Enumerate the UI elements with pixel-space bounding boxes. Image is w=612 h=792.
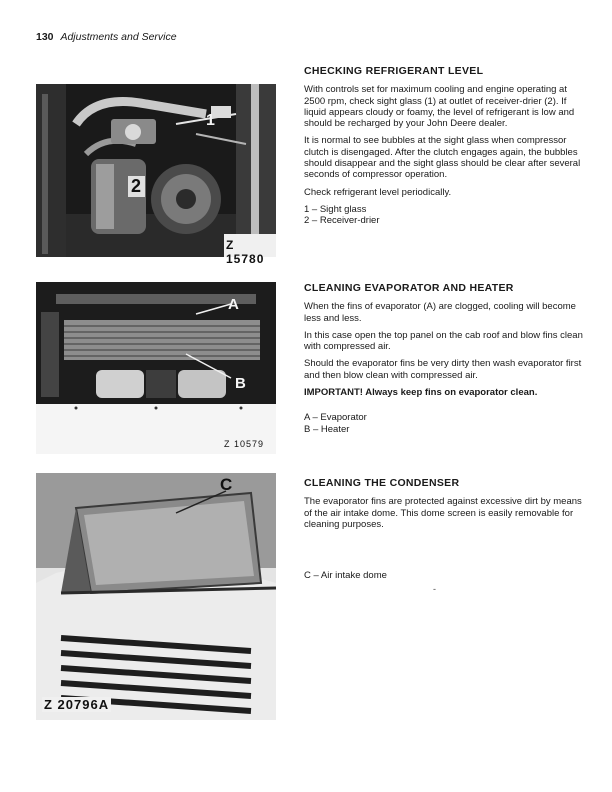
section-heading: CLEANING THE CONDENSER bbox=[304, 477, 460, 489]
paragraph: The evaporator fins are protected against excessive dirt by means of the air intake dome. This dome screen is easily removable for cleaning purposes. bbox=[304, 496, 582, 530]
section-heading: CHECKING REFRIGERANT LEVEL bbox=[304, 65, 484, 77]
paragraph: When the fins of evaporator (A) are clogged, cooling will become less and less. bbox=[304, 301, 576, 324]
legend-item: C – Air intake dome bbox=[304, 570, 387, 582]
figure-number: Z 20796A bbox=[44, 697, 110, 712]
legend-item: B – Heater bbox=[304, 423, 350, 435]
callout-1: 1 bbox=[206, 112, 216, 129]
paragraph: Should the evaporator fins be very dirty then wash evaporator first and then blow clean with compressed air. bbox=[304, 358, 582, 381]
legend-item: 1 – Sight glass bbox=[304, 203, 367, 215]
figure-receiver-drier-photo bbox=[36, 84, 276, 266]
section-heading: CLEANING EVAPORATOR AND HEATER bbox=[304, 282, 514, 294]
paragraph: Check refrigerant level periodically. bbox=[304, 186, 452, 198]
paragraph: In this case open the top panel on the cab roof and blow fins clean with compressed air. bbox=[304, 329, 583, 353]
legend-item: A – Evaporator bbox=[304, 412, 367, 424]
legend-item: 2 – Receiver-drier bbox=[304, 215, 380, 227]
callout-a: A bbox=[228, 296, 240, 313]
callout-b: B bbox=[235, 375, 247, 392]
section-cleaning-condenser bbox=[304, 478, 588, 581]
section-checking-refrigerant-level bbox=[304, 66, 588, 227]
paragraph: It is normal to see bubbles at the sight glass when compressor clutch is disengaged. After the clutch engages again, the bubbles should disappear and the sight glass should be clear after several seconds of compressor operation. bbox=[304, 135, 581, 181]
figure-air-intake-dome-photo bbox=[36, 473, 276, 720]
figure-number: Z 10579 bbox=[224, 439, 265, 449]
callout-c: C bbox=[220, 475, 234, 494]
page-title: Adjustments and Service bbox=[60, 31, 177, 43]
callout-2: 2 bbox=[128, 176, 145, 197]
figure-number: Z 15780 bbox=[226, 238, 265, 266]
paragraph: With controls set for maximum cooling and engine operating at 2500 rpm, check sight glass (1) at outlet of receiver-drier (2). If liquid appears cloudy or foamy, the level of refrigerant is low and should be recharged by your John Deere dealer. bbox=[304, 84, 575, 130]
stray-mark: - bbox=[433, 584, 436, 594]
page-number: 130 bbox=[36, 31, 54, 43]
page-header bbox=[36, 31, 177, 43]
section-cleaning-evaporator-heater bbox=[304, 283, 588, 435]
important-note: IMPORTANT! Always keep fins on evaporator clean. bbox=[304, 387, 538, 399]
figure-evaporator-heater-photo bbox=[36, 282, 276, 454]
